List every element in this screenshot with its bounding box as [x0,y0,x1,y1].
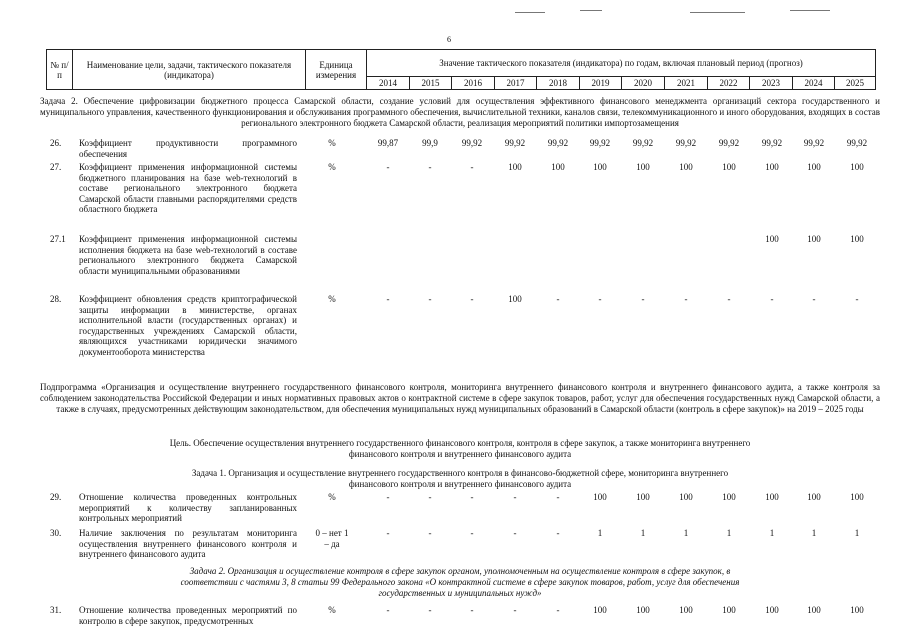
value-cell: - [386,162,390,172]
task2-title: Задача 2. Обеспечение цифровизации бюджетного процесса Самарской области, создание условий для осуществления эффективного финансового менеджмента организаций сектора государственного и муниципального управления, качественного функционирования и обслуживания программного обеспечения, вычислительной техники, каналов связи, телекоммуникационного и иного оборудования, входящих в состав регионального электронного бюджета Самарской области, реализация мероприятий политики импортозамещения [40,96,880,129]
value-cell: 99,92 [846,138,868,148]
value-cell: 100 [850,605,864,615]
value-cell: 100 [636,605,650,615]
task2b-title: Задача 2. Организация и осуществление контроля в сфере закупок органом, уполномоченным на осуществление контроля в сфере закупок, в соответствии с частями 3, 8 статьи 99 Федерального закона «О контрактной системе в сфере закупок товаров, работ, услуг для обеспечения государственных и муниципальных нужд» [180,566,740,599]
subprogram-title: Подпрограмма «Организация и осуществление внутреннего государственного финансового контроля, мониторинга внутреннего финансового контроля и внутреннего финансового аудита, а также контроля за соблюдением законодательства Российской Федерации и иных нормативных правовых актов о контрактной системе в сфере закупок товаров, работ, услуг для обеспечения государственных нужд Самарской области, а также в случаях, предусмотренных действующим законодательством, для обеспечения муниципальных нужд муниципальных образований в Самарской области (контроль в сфере закупок)» на 2019 – 2025 годы [40,382,880,415]
scan-artifact [690,12,745,13]
value-cell: 1 [769,528,775,538]
value-cell: 99,92 [632,138,654,148]
value-cell: 100 [807,162,821,172]
value-cell: 100 [636,162,650,172]
value-cell: - [556,492,560,502]
unit-cell: % [328,138,336,148]
value-cell: - [470,528,474,538]
row-number: 28. [50,294,62,304]
scan-artifact [515,12,545,13]
value-cell: 99,92 [589,138,611,148]
value-cell: 99,92 [761,138,783,148]
value-cell: - [386,492,390,502]
value-cell: 100 [679,492,693,502]
value-cell: 100 [765,605,779,615]
row-number: 27. [50,162,62,172]
value-cell: - [556,294,560,304]
value-cell: 100 [679,162,693,172]
header-year: 2023 [750,77,793,90]
task1-title: Задача 1. Организация и осуществление внутреннего государственного контроля в финансово-бюджетной сфере, мониторинга внутреннего финансового контроля и внутреннего финансового аудита [191,468,729,490]
value-cell: - [513,528,517,538]
indicator-name: Отношение количества проведенных мероприятий по контролю в сфере закупок, предусмотренных [79,605,297,626]
value-cell: 100 [807,234,821,244]
value-cell: 100 [850,162,864,172]
header-year: 2014 [367,77,410,90]
value-cell: 100 [593,162,607,172]
value-cell: 100 [807,605,821,615]
indicator-name: Коэффициент применения информационной системы бюджетного планирования на базе web-технологий в составе регионального электронного бюджета Самарской области главными распорядителями средств областного бюджета [79,162,297,215]
header-year: 2019 [580,77,622,90]
value-cell: - [386,528,390,538]
indicator-name: Коэффициент обновления средств криптографической защиты информации в министерстве, органах исполнительной власти (государственных органах) и государственных учреждениях Самарской области, являющихся участниками юридически значимого документооборота министерства [79,294,297,357]
header-year: 2020 [622,77,665,90]
value-cell: - [428,605,432,615]
value-cell: 99,92 [675,138,697,148]
scan-artifact [580,10,602,11]
value-cell: - [470,294,474,304]
value-cell: - [727,294,731,304]
value-cell: - [513,605,517,615]
value-cell: 100 [765,234,779,244]
header-year: 2021 [665,77,708,90]
header-year: 2022 [708,77,750,90]
value-cell: - [470,492,474,502]
unit-cell: % [328,294,336,304]
scan-artifact [790,10,830,11]
row-number: 31. [50,605,62,615]
value-cell: - [428,492,432,502]
header-year: 2018 [537,77,580,90]
value-cell: - [556,605,560,615]
table-header [46,49,876,90]
value-cell: 100 [850,234,864,244]
row-number: 27.1 [50,234,66,244]
header-values: Значение тактического показателя (индикатора) по годам, включая плановый период (прогноз) [367,50,876,77]
value-cell: - [812,294,816,304]
value-cell: 100 [722,492,736,502]
header-year: 2025 [835,77,876,90]
value-cell: 100 [593,605,607,615]
goal-title: Цель. Обеспечение осуществления внутреннего государственного финансового контроля, контроля в сфере закупок, а также мониторинга внутреннего финансового контроля и внутреннего финансового аудита [169,438,751,460]
value-cell: 99,92 [718,138,740,148]
value-cell: 1 [597,528,603,538]
indicator-name: Наличие заключения по результатам мониторинга осуществления внутреннего финансового контроля и внутреннего финансового аудита [79,528,297,560]
value-cell: - [598,294,602,304]
header-year: 2017 [495,77,537,90]
value-cell: - [470,605,474,615]
value-cell: 99,87 [377,138,399,148]
value-cell: 100 [508,162,522,172]
header-year: 2015 [410,77,452,90]
value-cell: - [513,492,517,502]
value-cell: 99,9 [422,138,438,148]
value-cell: - [428,528,432,538]
row-number: 30. [50,528,62,538]
indicator-name: Коэффициент применения информационной системы исполнения бюджета на базе web-технологий в составе регионального электронного бюджета Самарской области муниципальными образованиями [79,234,297,276]
value-cell: - [386,605,390,615]
header-unit: Единица измерения [306,50,367,90]
header-year: 2016 [452,77,495,90]
value-cell: 1 [726,528,732,538]
value-cell: - [470,162,474,172]
value-cell: 100 [850,492,864,502]
value-cell: 99,92 [461,138,483,148]
value-cell: - [684,294,688,304]
value-cell: 99,92 [547,138,569,148]
unit-cell: 0 – нет 1 – да [315,528,349,549]
value-cell: 100 [722,162,736,172]
value-cell: 100 [593,492,607,502]
value-cell: 100 [508,294,522,304]
value-cell: 1 [811,528,817,538]
value-cell: 100 [551,162,565,172]
row-number: 29. [50,492,62,502]
page-number: 6 [447,35,451,44]
value-cell: 99,92 [504,138,526,148]
value-cell: 100 [636,492,650,502]
unit-cell: % [328,162,336,172]
header-year: 2024 [793,77,835,90]
value-cell: - [428,294,432,304]
indicator-name: Коэффициент продуктивности программного обеспечения [79,138,297,159]
value-cell: 1 [640,528,646,538]
header-name: Наименование цели, задачи, тактического показателя (индикатора) [73,50,306,90]
header-num: № п/п [47,50,73,90]
value-cell: 100 [765,162,779,172]
value-cell: 100 [679,605,693,615]
unit-cell: % [328,605,336,615]
value-cell: 1 [854,528,860,538]
value-cell: - [855,294,859,304]
value-cell: 99,92 [803,138,825,148]
value-cell: 100 [807,492,821,502]
value-cell: - [641,294,645,304]
value-cell: 100 [722,605,736,615]
row-number: 26. [50,138,62,148]
indicator-name: Отношение количества проведенных контрольных мероприятий к количеству запланированных контрольных мероприятий [79,492,297,524]
value-cell: 100 [765,492,779,502]
value-cell: - [386,294,390,304]
unit-cell: % [328,492,336,502]
value-cell: - [428,162,432,172]
value-cell: - [556,528,560,538]
value-cell: 1 [683,528,689,538]
value-cell: - [770,294,774,304]
